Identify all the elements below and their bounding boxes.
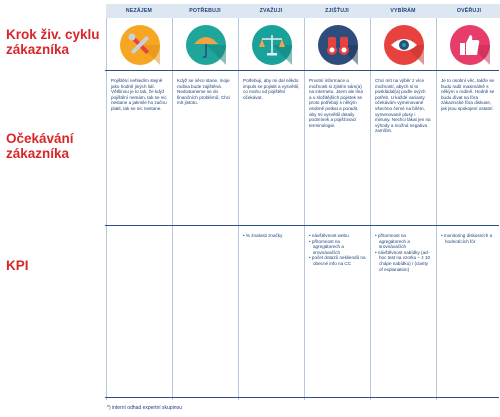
thumbs-up-icon <box>449 24 491 66</box>
kpi-item: • počet dotazů nekliendů na obecné info na CC <box>309 255 366 266</box>
row-divider <box>105 70 499 71</box>
row-label-kpi: KPI <box>6 258 29 273</box>
expectation-text: Když se něco stane, moje rodina bude zajištěná. Nedostaneme se do finančních problémů. Chci mít jistotu. <box>177 78 231 106</box>
column-potrebuji <box>172 4 238 400</box>
kpi-list <box>441 233 498 244</box>
column-header: OVĚŘUJI <box>436 4 500 18</box>
expectation-text: Je to osobní věc, takže se budu radit maximálně s někým v rodině. Hodně se budu dívat na fóra zákaznické fóra diskuse, jak jsou spokojení ostatní. <box>441 78 495 111</box>
expectation-text: Prvotní informace a možnosti si zjistím sám(a) na internetu. Jsem ale líná a u složitějších pojistek se proto potřebuji s někým osobně potkat a poradit, aby mi vysvětlil detaily podmínek a pojišťovací terminologie. <box>309 78 363 128</box>
column-header: NEZÁJEM <box>106 4 172 18</box>
column-header: ZVAŽUJI <box>238 4 304 18</box>
wrench-screwdriver-icon <box>119 24 161 66</box>
row-label-lifecycle: Krok živ. cyklu zákazníka <box>6 27 100 57</box>
column-zvazuji <box>238 4 304 400</box>
row-divider <box>105 397 499 398</box>
column-divider <box>106 4 107 400</box>
column-divider <box>370 4 371 400</box>
kpi-item: • přítomnost na agregátorech a srovnávačích <box>375 233 410 250</box>
column-nezajem <box>106 4 172 400</box>
column-divider <box>436 4 437 400</box>
kpi-item: • přítomnost na agregátorech a srovnávačích <box>309 238 344 255</box>
kpi-item: • % znalosti značky <box>243 233 283 238</box>
umbrella-icon <box>185 24 227 66</box>
eye-icon <box>383 24 425 66</box>
kpi-item: • návštěvnost nabídky (ad-hoc test na vzorku – z 10 chápe nabídku) / (clarity of explanation) <box>375 249 431 272</box>
column-divider <box>238 4 239 400</box>
column-vybiram <box>370 4 436 400</box>
footnote: *) interní odhad expertní skupinou <box>107 405 183 411</box>
expectation-text: Chci mít na výběr z více možností, abych si to poskládal(a) podle svých potřeb. U každé varianty očekávám vymenované všechno čemé na bílém, vymenované plusy i minusy. Nechci lákat jen na výhody a možná negativa zamlčet. <box>375 78 431 134</box>
column-header: VYBÍRÁM <box>370 4 436 18</box>
kpi-list <box>243 233 300 239</box>
scales-icon <box>251 24 293 66</box>
kpi-list <box>309 233 366 267</box>
kpi-item: • návštěvnost webu <box>309 233 349 238</box>
column-overuji <box>436 4 500 400</box>
row-divider <box>105 225 499 226</box>
binoculars-icon <box>317 24 359 66</box>
column-header: ZJIŠŤUJI <box>304 4 370 18</box>
column-divider <box>304 4 305 400</box>
kpi-list <box>375 233 432 272</box>
expectation-text: Potřebuji, aby mi dal někdo impuls se pojistit a vysvětlil, co mohu od pojištění očekávat. <box>243 78 300 100</box>
column-zjistuji <box>304 4 370 400</box>
column-divider <box>172 4 173 400</box>
row-label-expectation: Očekávání zákazníka <box>6 131 74 161</box>
column-header: POTŘEBUJI <box>172 4 238 18</box>
kpi-item: • monitoring diskusních a hodnotících fór <box>441 233 493 244</box>
expectation-text: Pojištění nehledím stejně jako hodně jiných lidí. Většinou je to tak, že když pojištění nemám, tak se nic nestane a jakmile ho začnu platit, tak se nic nestane. <box>111 78 167 111</box>
